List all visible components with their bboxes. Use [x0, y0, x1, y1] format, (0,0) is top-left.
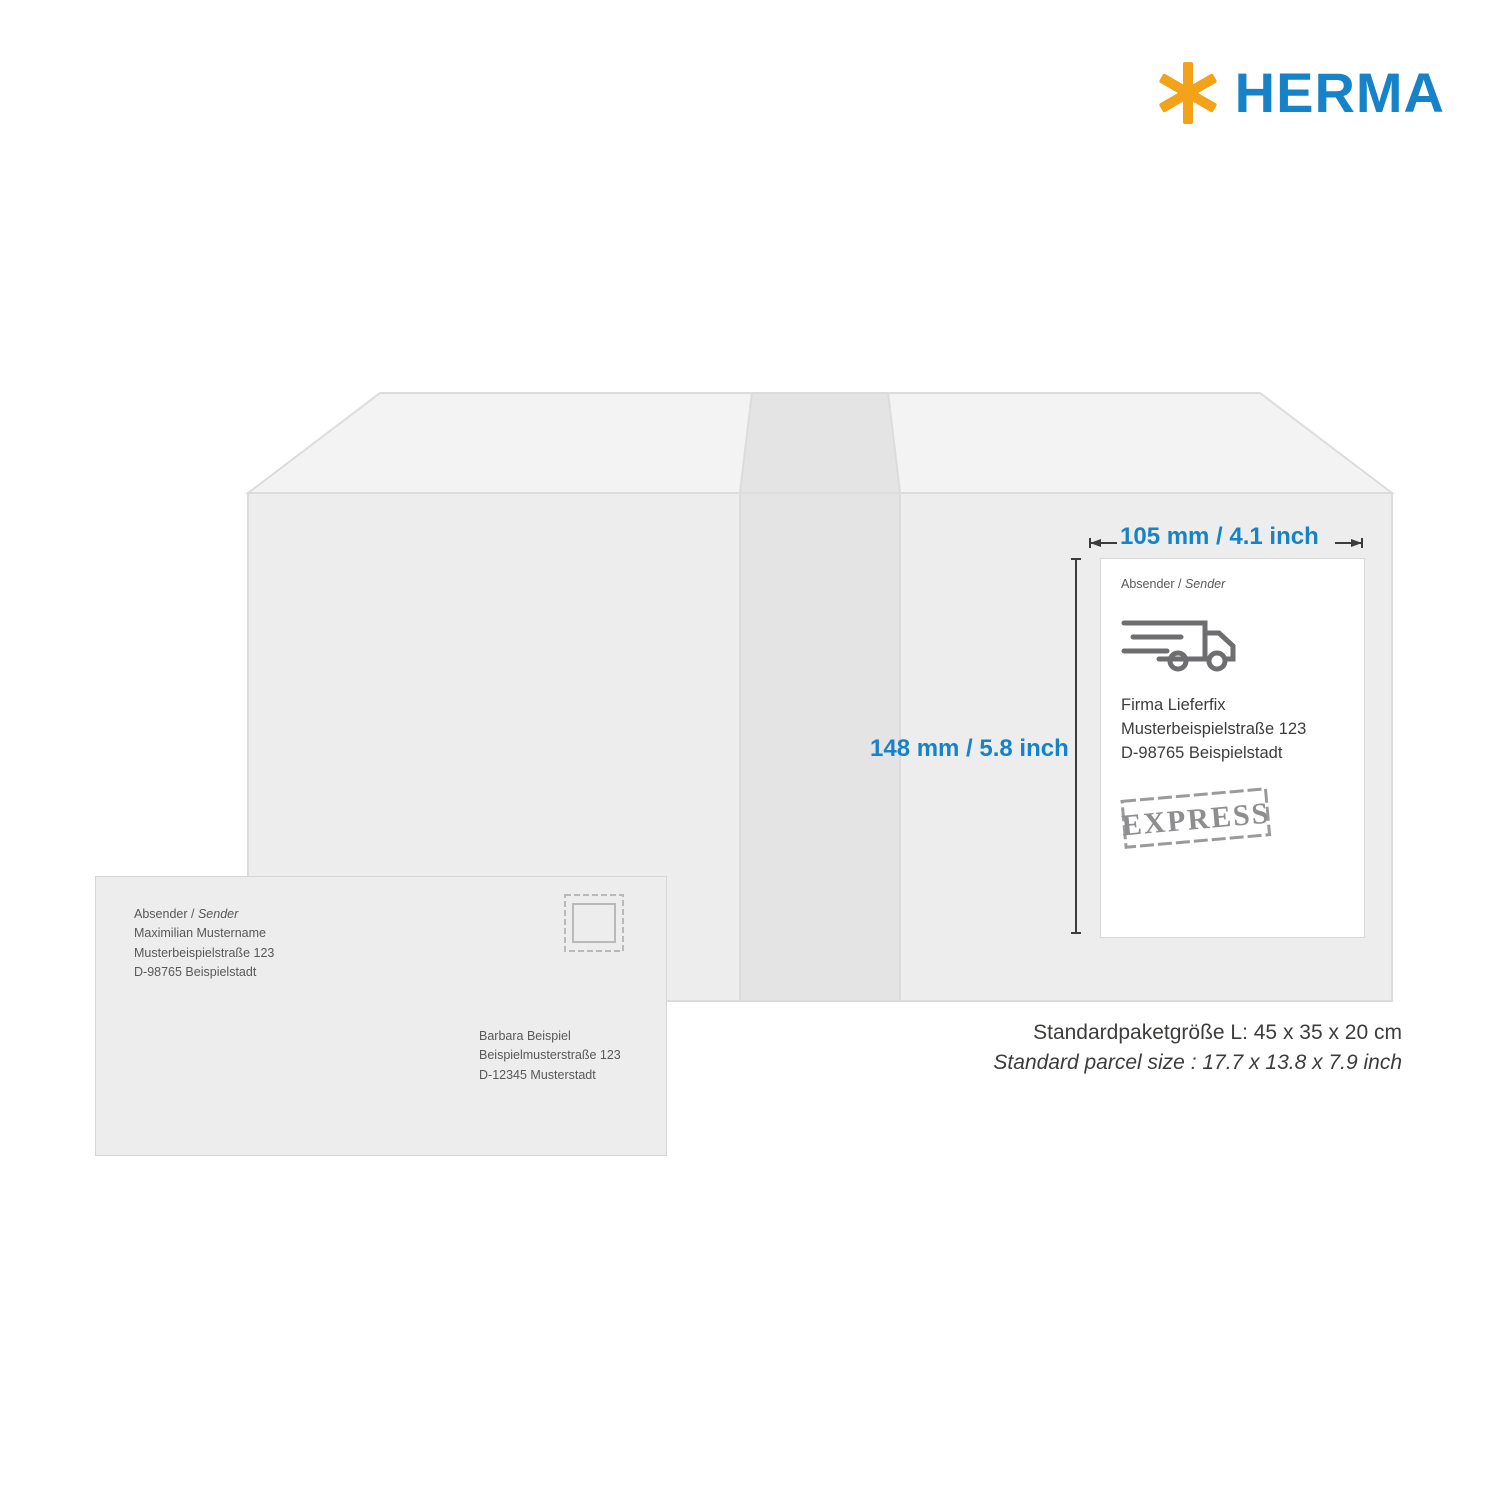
height-dimension-label: 148 mm / 5.8 inch [870, 735, 1069, 762]
envelope-sender-city: D-98765 Beispielstadt [134, 965, 257, 980]
envelope-sender-heading [134, 905, 274, 924]
svg-text:EXPRESS: EXPRESS [1120, 796, 1272, 843]
postage-stamp-icon [559, 887, 629, 959]
shipping-label-address [1121, 694, 1344, 766]
envelope-sender-en: Sender [197, 907, 239, 921]
herma-logo [1155, 60, 1445, 126]
shipping-label-city: D-98765 Beispielstadt [1121, 743, 1283, 762]
shipping-label [1100, 558, 1365, 938]
width-dimension-label: 105 mm / 4.1 inch [1120, 523, 1319, 550]
envelope-recipient-street: Beispielmusterstraße 123 [479, 1048, 621, 1063]
parcel-caption-de: Standardpaketgröße L: 45 x 35 x 20 cm [1033, 1021, 1402, 1044]
envelope-recipient-block [479, 1027, 621, 1085]
shipping-label-street: Musterbeispielstraße 123 [1121, 719, 1307, 738]
parcel-caption-en: Standard parcel size : 17.7 x 13.8 x 7.9 inch [993, 1051, 1402, 1075]
parcel-caption [993, 1018, 1402, 1079]
shipping-label-sender-heading [1121, 577, 1344, 591]
express-stamp [1119, 785, 1273, 855]
brand-name: HERMA [1234, 61, 1445, 124]
envelope-sender-name: Maximilian Mustername [134, 926, 266, 941]
envelope-sender-de: Absender / [134, 907, 195, 921]
height-dimension-line [1070, 556, 1082, 936]
envelope-recipient-name: Barbara Beispiel [479, 1029, 571, 1043]
envelope-illustration [95, 876, 667, 1156]
delivery-truck-icon [1121, 613, 1344, 680]
envelope-sender-block [134, 905, 274, 983]
envelope-recipient-city: D-12345 Musterstadt [479, 1067, 596, 1082]
shipping-label-sender-de: Absender / [1121, 577, 1182, 591]
shipping-label-company: Firma Lieferfix [1121, 696, 1226, 714]
envelope-sender-street: Musterbeispielstraße 123 [134, 945, 275, 960]
shipping-label-sender-en: Sender [1184, 577, 1226, 591]
asterisk-icon [1155, 60, 1221, 126]
